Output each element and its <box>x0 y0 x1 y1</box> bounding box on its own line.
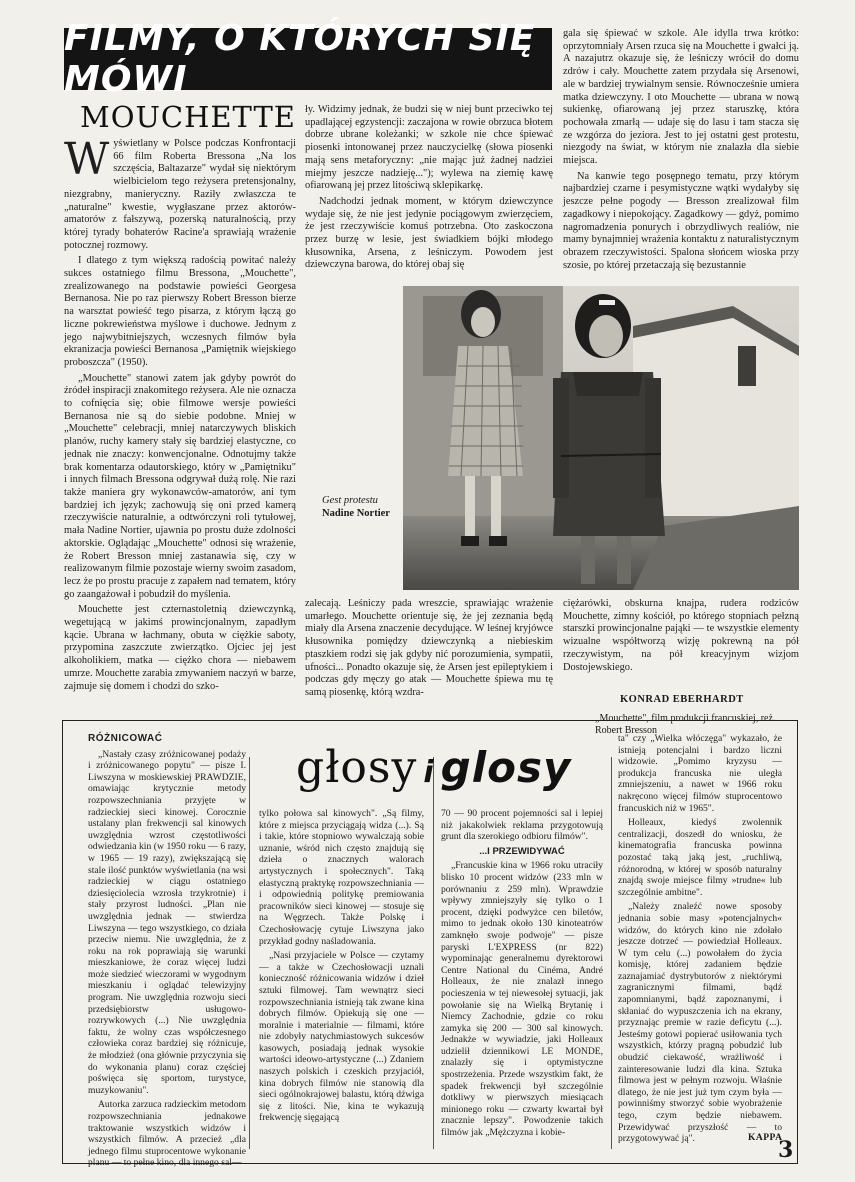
column-divider <box>249 757 250 1149</box>
article-paragraph: ciężarówki, obskurna knajpa, rudera rodziców Mouchette, zimny kościół, po którego stopniach pełzną starszki prowincjonalne pająki — te wszystkie elementy wizualne współtworzą wizję pokrewną na pół rzeczywistym, na pół kreacyjnym wizjom Dostojewskiego. <box>563 598 799 673</box>
glosy-title <box>296 742 571 793</box>
glosy-title-part-2: glosy <box>440 743 572 792</box>
film-credit-caption: „Mouchette", film produkcji francuskiej, reż. Robert Bresson <box>595 713 776 736</box>
article-paragraph: „Mouchette" stanowi zatem jak gdyby powrót do źródeł inspiracji znakomitego reżysera. Ale nie oznacza to cofnięcia się; obie filmowe wersje powieści Bernanosa nie są do siebie podobne. Mniej w „Mouchette" celebracji, mniej natarczywych bliskich planów, ruchy kamery stały się bardziej elastyczne, co jednak nie znaczy: konwencjonalne. Odnotujmy także brak komentarza odautorskiego, który w „Pamiętniku" i innych filmach Bressona odgrywał dużą rolę. Nie razi także maniera gry wykonawców-amatorów, ani tym bardziej ich język; zachowują się oni przed kamerą rzeczywiście naturalnie, a odtwórczyni roli tytułowej, mała Nadine Nortier, ujawnia po prostu duże zdolności aktorskie. Oglądając „Mouchette" odnosi się wrażenie, że Robert Bresson mniej zastanawia się, czy w realizowanym filmie pozostaje wierny swoim zasadom, lecz że po prostu pracuje z zapałem nad tematem, który go zaangażował i pobudził do myślenia. <box>64 372 296 600</box>
drop-cap: W <box>64 134 110 185</box>
glosy-signature: KAPPA <box>748 1133 783 1143</box>
photo-caption <box>322 494 390 520</box>
photo-caption-title: Gest protestu <box>322 495 378 506</box>
article-paragraph: I dlatego z tym większą radością powitać należy sukces ostatniego filmu Bressona, „Mouchette", zrealizowanego na podstawie powieści Georgesa Bernanosa. Nie po raz pierwszy Robert Bresson bierze na warsztat powieść tego pisarza, z którym łączą go liczne pokrewieństwa myślowe i duchowe. Jednym z jego najwybitniejszych, wczesnych filmów była ekranizacja powieści Bernanosa „Pamiętnik wiejskiego proboszcza" (1950). <box>64 255 296 368</box>
article-paragraph: Na kanwie tego posępnego tematu, przy którym najbardziej czarne i pesymistyczne wątki wydałyby się jeszcze pełne pogody — Bresson zrealizował film zagadkowy i niepokojący. Zagadkowy — gdyż, pomimo nagromadzenia ponurych i obrzydliwych realiów, nie mamy bynajmniej wrażenia kontaktu z naturalistycznym obrazem rzeczywistości. Spalona słońcem wioska przy szosie, po której przetaczają się bezustannie <box>563 170 799 271</box>
glosy-paragraph: „Nasi przyjaciele w Polsce — czytamy — a także w Czechosłowacji uznali konieczność różnicowania widzów i dzieł sztuki filmowej. Tam wewnątrz sieci rozpowszechniania istnieją tak zwane kina dobrych filmów. Opiekują się one — moralnie i materialnie — filmami, które nie zdobyły natychmiastowych sukcesów kasowych, posiadają jednak wysokie wartości ideowo-artystyczne (...) Zdaniem naszych polskich i czeskich przyjaciół, kina dobrych filmów nie stanowią dla sieci ogólnokrajowej balastu, którą dźwiga się z litości. Nie, kina te wykazują frekwencję sięgającą <box>259 950 424 1124</box>
article-paragraph: gala się śpiewać w szkole. Ale idylla trwa krótko: oprzytomniały Arsen rzuca się na Mouchette i gwałci ją. A nazajutrz okazuje się, że leśniczy wrócił do domu zdrów i cały. Mouchette zatem przydała się Arsenowi, ale w bardziej trywialnym sensie. Równocześnie umiera matka dziewczyny. I oto Mouchette — ubrana w nową sukienkę, ofiarowaną jej przez staruszkę, która pochowała zmarłą — udaje się do lasu i tam stacza się ze wzgórza do jeziora. Jest to jej ostatni gest protestu, niezgody na świat, w którym nie znalazła dla siebie miejsca. <box>563 28 799 167</box>
page-number: 3 <box>778 1137 794 1163</box>
film-still-photo <box>403 286 799 590</box>
section-banner: FILMY, O KTÓRYCH SIĘ MÓWI <box>64 28 552 90</box>
glosy-column-3 <box>441 808 603 1143</box>
article-paragraph: zalecają. Leśniczy pada wreszcie, sprawiając wrażenie umarłego. Mouchette orientuje się, że jej zeznania będą miały dla Arsena znaczenie decydujące. W leśnej kryjówce kłusownika pomiędzy dziewczynką a niebieskim ptaszkiem rodzi się jak gdyby nić porozumienia, sympatii, ufności... Ponadto okazuje się, że Arsen jest epileptykiem i podczas gdy męczy go atak — Mouchette śpiewa mu tę samą piosenkę, którą wzdra- <box>305 598 553 698</box>
glosy-paragraph: tylko połowa sal kinowych". „Są filmy, które z miejsca przyciągają widza (...). Są i takie, które stopniowo wywalczają sobie uznanie, wśród nich często znajdują się dzieła o znacznych walorach artystycznych i społecznych". Taką elastyczną praktykę rozpowszechniania — i odpowiednią politykę premiowania pracowników sieci kinowej — stosuje się na Węgrzech. Także Polskę i Czechosłowację cytuje Liwszyna jako przykład godny naśladowania. <box>259 808 424 947</box>
glosy-title-part-1: głosy <box>296 742 418 793</box>
article-paragraph: yświetlany w Polsce podczas Konfrontacji 66 film Roberta Bressona „Na los szczęścia, Baltazarze" wydał się niektórym wielbicielom tego reżysera pretensjonalny, niezgrabny, manieryczny. Raziły zwłaszcza te „naturalne" kwestie, wygłaszane przez aktorów-amatorów z fałszywą, pozerską naturalnością, przy której tyrady bohaterów Racine'a sprawiają wrażenie potocznej rozmowy. <box>64 138 296 251</box>
glosy-paragraph: Holleaux, kiedyś zwolennik centralizacji, doszedł do wniosku, że kinematografia francuska powinna pozostać taką jaką jest, „ruchliwą, różnorodną, w której w sposób naturalny znajdą swoje miejsce filmy »trudne« lub szczególnie ambitne". <box>618 817 782 898</box>
article-paragraph: Mouchette jest czternastoletnią dziewczynką, wegetującą w jakimś prowincjonalnym, zapadłym kącie. Ubrana w łachmany, obuta w ciężkie saboty, przypomina zaszczute zwierzątko. Ojciec jej jest alkoholikiem, matka — ciężko chora — niebawem umrze. Mouchette zarabia zmywaniem naczyń w barze, zajmuje się domem i chodzi do szko- <box>64 604 296 692</box>
article-paragraph: ły. Widzimy jednak, że budzi się w niej bunt przeciwko tej upadlającej egzystencji: zaczajona w rowie obrzuca błotem dobrze ubrane koleżanki; w szkole nie chce śpiewać piosenki intonowanej przez nauczycielkę (słowa piosenki mają sens metaforyczny: „nie mając już żadnej nadziei miejmy jeszcze nadzieję..."); wylewa na ziemię kawę ofiarowaną jej przez litościwą sklepikarkę. <box>305 104 553 192</box>
column-divider <box>611 757 612 1149</box>
glosy-title-conjunction: i <box>423 755 435 790</box>
glosy-paragraph: 70 — 90 procent pojemności sal i lepiej niż jakakolwiek reklama przygotowują grunt dla szerokiego odbioru filmów". <box>441 808 603 843</box>
article-column-1 <box>64 134 296 704</box>
article-column-3 <box>563 28 799 282</box>
photo-illustration <box>403 286 799 590</box>
article-column-2 <box>305 104 553 282</box>
column-divider <box>433 757 434 1149</box>
glosy-paragraph: „Należy znaleźć nowe sposoby jednania sobie masy »potencjalnych« widzów, do których kino nie zdołało jeszcze dotrzeć — powiedział Holleaux. W tym celu (...) powołałem do życia komisję, której zadaniem będzie zaznajamiać dystrybutorów z niektórymi zagranicznymi filmami, bądź zapomnianymi, bądź zapoznanymi, i skłaniać do wypuszczenia ich na ekrany, przyznając premie w razie deficytu (...). Jesteśmy gotowi popierać usiłowania tych wszystkich, którzy pragną pobudzić lub obudzić ciekawość, wrażliwość i zainteresowanie ludzi dla kina. Sztuka filmowa jest w pełnym rozwoju. Właśnie dlatego, że nie jest już tym czym była — powinniśmy stworzyć sobie wyobrażenie tego, czym będzie niebawem. Przewidywać przyszłość — to przygotowywać ją". <box>618 901 782 1145</box>
photo-caption-credit: Nadine Nortier <box>322 508 390 519</box>
glosy-section-heading: ...I PRZEWIDYWAĆ <box>479 845 565 857</box>
glosy-paragraph: „Francuskie kina w 1966 roku utraciły blisko 10 procent widzów (233 mln w porównaniu z 259 mln). Wprawdzie wpływy zmniejszyły się tylko o 1 procent, dzięki podwyżce cen biletów, mimo to jednak około 130 kinoteatrów zamknęło swoje podwoje" — pisze paryski L'EXPRESS (nr 822) wypominając generalnemu dyrektorowi Centre National du Cinéma, André Holleaux, że nie znalazł innego pocieszenia w tej niewesołej sytuacji, jak powołanie się na Wielką Brytanię i Niemcy Zachodnie, gdzie co roku zamyka się 200 — 300 sal kinowych. Jednakże w wywiadzie, jaki Holleaux udzielił dziennikowi LE MONDE, znalazły się i optymistyczne spostrzeżenia. Przede wszystkim fakt, że spadek frekwencji był szczególnie dotkliwy w pierwszych miesiącach minionego roku — czwarty kwartał był znacznie lepszy". Powodzenie takich filmów jak „Mężczyzna i kobie- <box>441 860 603 1139</box>
glosy-section-heading: RÓŻNICOWAĆ <box>88 733 163 744</box>
article-column-2-continued <box>305 598 553 708</box>
article-author: KONRAD EBERHARDT <box>620 694 744 705</box>
article-title: MOUCHETTE <box>80 100 296 134</box>
glosy-paragraph: Autorka zarzuca radzieckim metodom rozpowszechniania jednakowe traktowanie wszystkich widzów i wszystkich filmów. A przecież „dla jednego filmu stuprocentowe wykonanie planu — to pełne kino, dla innego sal— <box>88 1099 246 1169</box>
article-paragraph: Nadchodzi jednak moment, w którym dziewczynce wydaje się, że nie jest jedynie pociągowym zwierzęciem, że jest rzeczywiście komuś potrzebna. Oto zaskoczona przez burzę w lesie, jest świadkiem bójki młodego kłusownika, Arsena, z leśniczym. Powodem jest dziewczyna barowa, do której obaj się <box>305 195 553 271</box>
glosy-paragraph: ta" czy „Wielka włóczęga" wykazało, że istnieją potencjalni i bardzo liczni widzowie. „Pomimo kryzysu — produkcja francuska nie uległa zmniejszeniu, a nawet w 1966 roku nakręcono więcej filmów stuprocentowo francuskich niż w 1965". <box>618 733 782 814</box>
article-column-3-continued <box>563 598 799 690</box>
glosy-column-2 <box>259 808 424 1143</box>
glosy-paragraph: „Nastały czasy zróżnicowanej podaży i zróżnicowanego popytu" — pisze I. Liwszyna w moskiewskiej PRAWDZIE, omawiając krytycznie metody rozpowszechniania przyjęte w radzieckiej sieci kinowej. Corocznie ustalany plan frekwencji sal kinowych uwzględnia wzrost częstotliwości odwiedzania kin (w 1950 roku — 6 razy, w 1965 — 19 razy), zwiększającą się stale ilość punktów wyświetlania (na wsi radzieckiej w ciągu ostatniego dziesięciolecia wzrosła trzykrotnie) i stały przyrost ludności. „Plan nie uwzględnia jednak — stwierdza Liwszyna — tego wszystkiego, co działa przeciw niemu. Nie uwzględnia, że z roku na rok poprawiają się warunki mieszkaniowe, że coraz więcej ludzi może siedzieć wieczorami w wygodnym mieszkaniu i oglądać telewizyjny program. Nie uwzględnia rozwoju sieci przedsiębiorstw usługowo-rozrywkowych (...) Nie uwzględnia faktu, że wolny czas współczesnego człowieka coraz bardziej się różnicuje, że młodzież (ona głównie przyczynia się do wykonania planu) coraz częściej poświęca się sportom, turystyce, muzykowaniu". <box>88 748 246 1096</box>
glosy-column-1 <box>88 733 246 1169</box>
